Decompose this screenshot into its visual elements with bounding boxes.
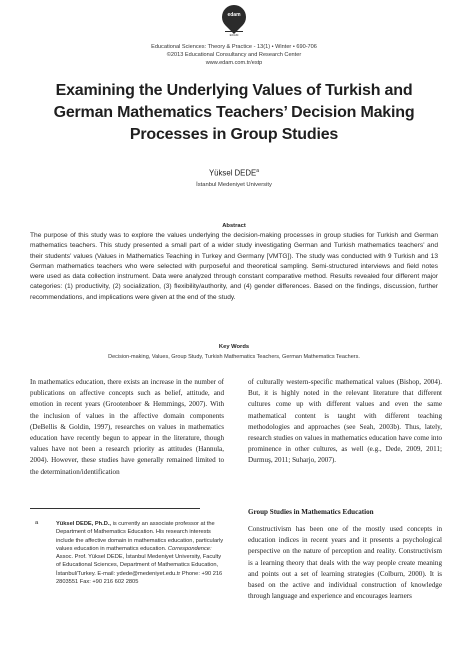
section-heading: Group Studies in Mathematics Education: [248, 508, 374, 516]
author-footnote-mark: a: [256, 168, 259, 174]
abstract-text: The purpose of this study was to explore the values underlying the decision-making processes in group studies for Turkish and German mathematics teachers. This study presented a small part of a wider study investigating German and Turkish mathematics teachers’ and their students’ values (Values in Mathematics Teaching in Turkey and Germany [VMTG]). The study was conducted with 9 Turkish and 13 German mathematics teachers who were selected with purposeful and theoretical sampling. Semi-structured interviews and field notes were used as data collection instrument. Data were analyzed through constant comparative method. Results revealed four different major categories: (1) productivity, (2) socialization, (3) flexibility/authority, and (4) gender differences. Based on the findings, discussion, further recommendations, and implications were given at the end of the study.: [30, 232, 438, 301]
footnote-mark: a: [35, 520, 39, 526]
logo-subtext: EDAM: [229, 33, 239, 37]
author-name: Yüksel DEDE: [208, 168, 257, 178]
logo-wordmark: edam: [227, 12, 241, 18]
footnote-contact: Assoc. Prof. Yüksel DEDE, İstanbul Medeniyet University, Faculty of Educational Sciences, Department of Mathematics Education, İstanbul/Turkey. E-mail: ydede@medeniyet.edu.tr Phone: +90 216 2803551 Fax: +90 216 602 2805: [56, 554, 223, 586]
body-right-paragraph: of culturally western-specific mathematical values (Bishop, 2004). But, it is highly noted in the relevant literature that different cultures come up with different values and even the same mathematical content is taught with different teaching methodologies and approaches (see Seah, 2003b). Thus, lately, research studies on values in mathematics education have come into prominence in other cultures, as well (e.g., Dede, 2009, 2011; Durmuş, 2011; Suharjo, 2007).: [248, 378, 442, 465]
logo-rule: [225, 31, 243, 32]
author-footnote: [56, 520, 226, 586]
article-title: Examining the Underlying Values of Turkish and German Mathematics Teachers’ Decision Making Processes in Group Studies: [53, 82, 415, 143]
footnote-bio: is currently an associate professor at the Department of Mathematics Education. His research interests include the affective domain in mathematics education, particularly values education in mathematics education.: [56, 521, 224, 552]
publisher-logo: [221, 5, 247, 39]
author-affiliation: İstanbul Medeniyet University: [196, 182, 272, 188]
keywords-heading: Key Words: [218, 344, 250, 350]
abstract-heading: Abstract: [222, 223, 246, 229]
footnote-correspondence-label: Correspondence:: [167, 545, 212, 552]
body-left-paragraph: In mathematics education, there exists an increase in the number of publications on affective concepts such as belief, attitude, and emotion in recent years (Grootenboer & Hemmings, 2007). With the inclusion of values in the affective domain components (DeBellis & Goldin, 1997), researches on values in mathematics education have recently begun to appear in the literature, though values have not been a research priority as attitudes (Hannula, 2004). However, these studies have generally remained limited to the determination/identification: [30, 378, 224, 476]
copyright-line: ©2013 Educational Consultancy and Research Center: [166, 52, 302, 58]
keywords-text: Decision-making, Values, Group Study, Turkish Mathematics Teachers, German Mathematics Teachers.: [108, 354, 360, 360]
author-line: [0, 168, 468, 178]
section-paragraph: Constructivism has been one of the mostly used concepts in education indices in recent years and it presents a psychological perspective on the nature of perception and reality. Constructivism is a learning theory that deals with the way people create meaning and points out a set of learning strategies (Colburn, 2000). It is based on the active and individual construction of knowledge through language and experience and encourages learners: [248, 525, 442, 601]
journal-citation-line: Educational Sciences: Theory & Practice - 13(1) • Winter • 690-706: [151, 44, 317, 50]
footnote-author-name: Yüksel DEDE, Ph.D.,: [56, 521, 111, 527]
footnote-rule: [30, 508, 200, 509]
journal-url[interactable]: www.edam.com.tr/estp: [205, 60, 263, 66]
